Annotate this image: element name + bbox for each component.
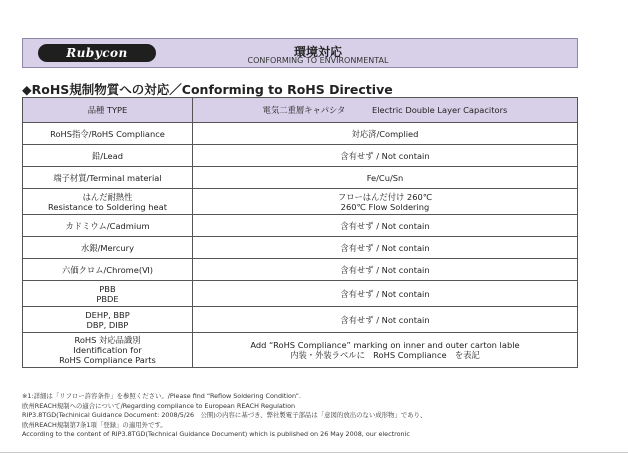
row-value-line: 内装・外装ラベルに RoHS Compliance を表記 <box>290 350 480 360</box>
row-value <box>193 167 578 189</box>
product-header <box>193 98 578 123</box>
table-row <box>23 237 578 259</box>
row-value <box>193 281 578 307</box>
footnote-line: 欧州REACH規制第7条1項「登録」の適用外です。 <box>22 420 167 429</box>
type-header: 品種 TYPE <box>23 98 193 123</box>
table-row <box>23 123 578 145</box>
row-value-line: フローはんだ付け 260℃ <box>337 191 433 202</box>
table-row <box>23 189 578 215</box>
table-row <box>23 215 578 237</box>
row-label-line: DBP, DIBP <box>86 319 129 330</box>
footnotes <box>22 392 622 440</box>
row-value <box>193 123 578 145</box>
footnote-line: According to the content of RIP3.8TGD(Technical Guidance Document) which is published on 26 May 2008, our electronic <box>22 430 410 439</box>
footnote-line: ※1:詳細は「リフロー許容条件」を参照ください。/Please find “Reflow Soldering Condition”. <box>22 392 302 400</box>
product-type-jp: 電気二重層キャパシタ <box>262 105 346 115</box>
row-label-line: RoHS指令/RoHS Compliance <box>50 128 165 139</box>
row-label-line: Identification for <box>73 345 142 355</box>
row-label-line: PBDE <box>96 293 119 304</box>
row-label <box>23 333 193 368</box>
header-title-en: CONFORMING TO ENVIRONMENTAL <box>247 56 389 65</box>
row-label <box>23 215 193 237</box>
table-row <box>23 333 578 368</box>
header-banner <box>22 38 578 68</box>
row-value-line: 含有せず / Not contain <box>340 288 430 299</box>
row-value <box>193 215 578 237</box>
header-title-jp: 環境対応 <box>293 45 342 59</box>
row-label <box>23 123 193 145</box>
row-label-line: Resistance to Soldering heat <box>48 201 167 212</box>
row-label-line: DEHP, BBP <box>85 309 130 320</box>
row-label-line: RoHS 対応品識別 <box>74 335 141 345</box>
row-value <box>193 145 578 167</box>
row-label <box>23 189 193 215</box>
row-label-line: 鉛/Lead <box>91 150 124 161</box>
row-label <box>23 307 193 333</box>
row-value-line: 260℃ Flow Soldering <box>340 201 430 212</box>
row-value <box>193 189 578 215</box>
section-title: ◆RoHS規制物質への対応／Conforming to RoHS Directive <box>22 82 393 97</box>
row-value-line: Fe/Cu/Sn <box>366 172 404 183</box>
row-label <box>23 237 193 259</box>
row-label <box>23 145 193 167</box>
row-value <box>193 237 578 259</box>
product-type-en: Electric Double Layer Capacitors <box>371 105 508 115</box>
row-value-line: 対応済/Complied <box>351 128 419 139</box>
footnote-line: 欧州REACH規制への適合について/Regarding compliance to European REACH Regulation <box>22 401 296 410</box>
row-label-line: はんだ耐熱性 <box>82 191 133 202</box>
row-value-line: 含有せず / Not contain <box>340 314 430 325</box>
table-header-row <box>23 98 578 123</box>
table-row <box>23 167 578 189</box>
row-label-line: 六価クロム/Chrome(Ⅵ) <box>62 264 153 275</box>
row-label <box>23 167 193 189</box>
row-label-line: カドミウム/Cadmium <box>65 220 150 231</box>
row-value <box>193 307 578 333</box>
rohs-table <box>22 97 578 368</box>
row-label-line: PBB <box>99 283 116 294</box>
table-row <box>23 281 578 307</box>
row-label <box>23 281 193 307</box>
row-label <box>23 259 193 281</box>
row-label-line: RoHS Compliance Parts <box>59 355 156 365</box>
row-value-line: 含有せず / Not contain <box>340 150 430 161</box>
row-value <box>193 333 578 368</box>
row-value-line: Add “RoHS Compliance” marking on inner and outer carton lable <box>250 340 520 350</box>
table-row <box>23 307 578 333</box>
row-value <box>193 259 578 281</box>
footer-rule <box>0 452 628 453</box>
row-value-line: 含有せず / Not contain <box>340 242 430 253</box>
table-row <box>23 259 578 281</box>
row-label-line: 水銀/Mercury <box>80 242 135 253</box>
footnote-line: RIP3.8TGD(Techinical Guidance Document: 2008/5/26 公開)の内容に基づき、弊社製電子部品は「意図的放出のない成形物」であり、 <box>22 411 427 420</box>
table-row <box>23 145 578 167</box>
row-value-line: 含有せず / Not contain <box>340 220 430 231</box>
row-value-line: 含有せず / Not contain <box>340 264 430 275</box>
rubycon-logo: Rubycon <box>38 44 156 62</box>
row-label-line: 端子材質/Terminal material <box>53 172 162 183</box>
